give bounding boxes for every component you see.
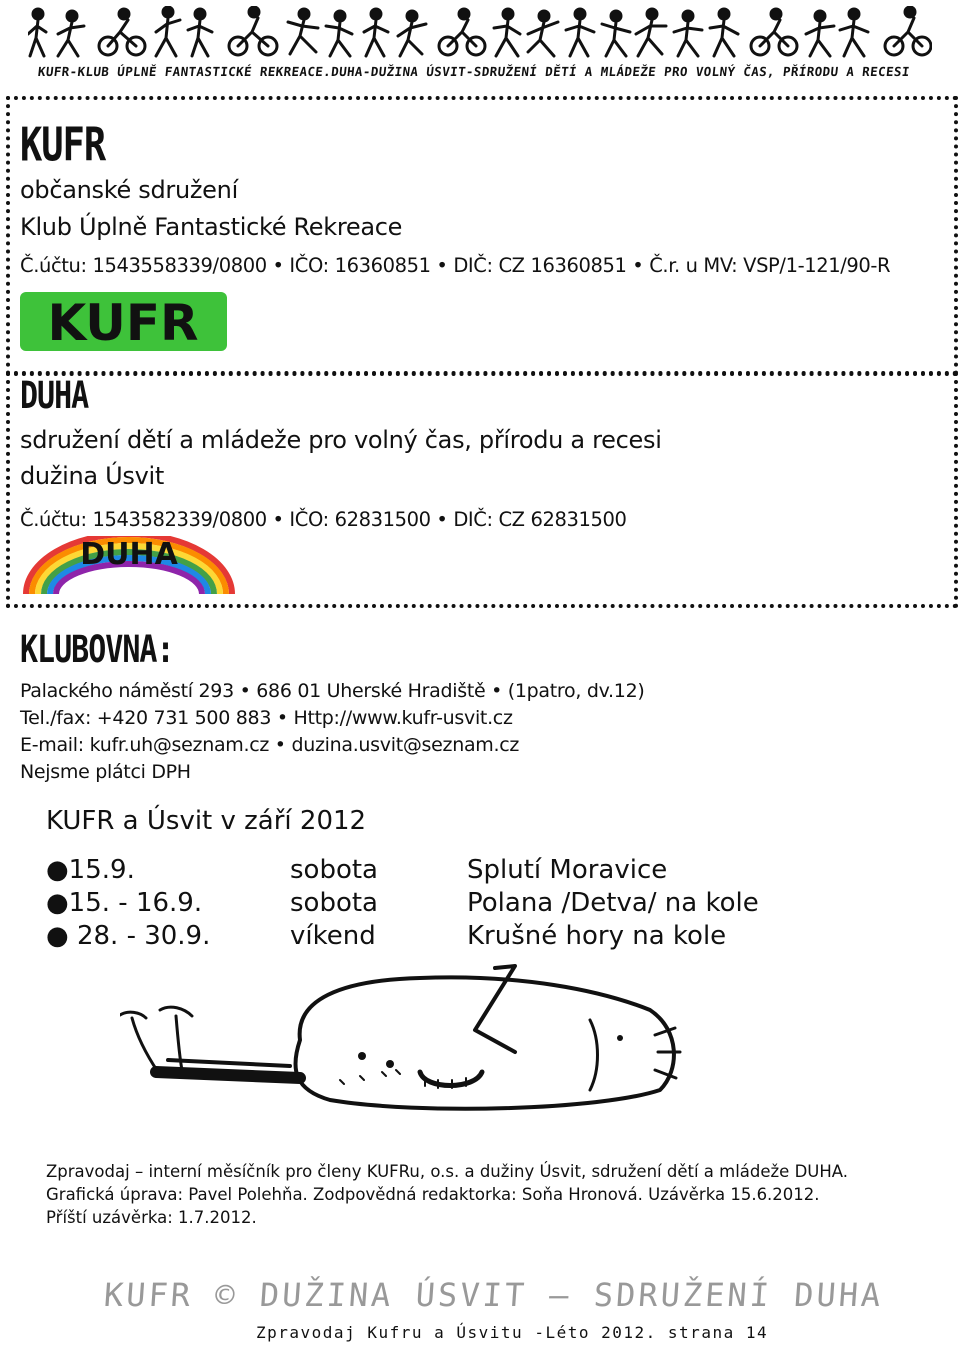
footer-line-3: Příští uzávěrka: 1.7.2012.: [46, 1208, 257, 1227]
kufr-org-name: Klub Úplně Fantastické Rekreace: [20, 213, 403, 241]
duha-rainbow-logo: [20, 536, 238, 594]
figure-icon: [28, 9, 46, 56]
event-date: ● 28. - 30.9.: [46, 921, 211, 951]
duha-org-type: sdružení dětí a mládeže pro volný čas, přírodu a recesi: [20, 426, 662, 454]
figure-icon: [188, 9, 212, 56]
header-tagline: KUFR-KLUB ÚPLNĚ FANTASTICKÉ REKREACE.DUHA-DUŽINA ÚSVIT-SDRUŽENÍ DĚTÍ A MLÁDEŽE PRO VOLNÝ ČAS, PŘÍRODU A RECESI: [37, 64, 911, 79]
event-name: Splutí Moravice: [467, 855, 668, 885]
event-date: ●15.9.: [46, 855, 135, 885]
footer-brand-handwritten: KUFR © DUŽINA ÚSVIT – SDRUŽENÍ DUHA: [102, 1276, 885, 1314]
figure-icon: [674, 11, 702, 56]
kufr-heading: KUFR: [20, 118, 106, 172]
page-footer: Zpravodaj Kufru a Úsvitu -Léto 2012. strana 14: [256, 1323, 769, 1342]
kufr-logo-text: KUFR: [47, 294, 199, 351]
duha-account-info: Č.účtu: 1543582339/0800 • IČO: 62831500 • DIČ: CZ 62831500: [20, 508, 627, 531]
activity-figures-banner: [28, 6, 932, 58]
event-day: sobota: [290, 888, 378, 918]
figure-icon: [398, 11, 426, 56]
klubovna-address: Palackého náměstí 293 • 686 01 Uherské Hradiště • (1patro, dv.12): [20, 680, 645, 702]
footer-line-1: Zpravodaj – interní měsíčník pro členy KUFRu, o.s. a dužiny Úsvit, sdružení dětí a mládeže DUHA.: [46, 1162, 849, 1181]
figure-icon: [528, 11, 558, 56]
events-title: KUFR a Úsvit v září 2012: [46, 806, 367, 836]
suitcase-cartoon-illustration: [120, 960, 690, 1120]
figure-icon: [326, 11, 352, 56]
figure-icon: [566, 9, 594, 56]
klubovna-heading: KLUBOVNA:: [20, 628, 174, 672]
event-row: [0, 855, 960, 889]
duha-logo-text: DUHA: [80, 537, 178, 572]
event-day: sobota: [290, 855, 378, 885]
figure-icon: [636, 9, 666, 56]
figure-icon: [58, 11, 84, 56]
bicycle-icon: [751, 9, 797, 55]
footer-note: [46, 1160, 936, 1229]
event-name: Krušné hory na kole: [467, 921, 727, 951]
figure-icon: [364, 9, 388, 56]
event-row: [0, 888, 960, 922]
bicycle-icon: [439, 9, 485, 55]
event-name: Polana /Detva/ na kole: [467, 888, 759, 918]
figure-icon: [156, 7, 180, 56]
duha-org-name: dužina Úsvit: [20, 462, 165, 490]
figure-icon: [710, 9, 738, 56]
bicycle-icon: [229, 7, 277, 55]
figure-icon: [602, 11, 630, 56]
kufr-logo: [20, 292, 227, 351]
event-day: víkend: [290, 921, 376, 951]
kufr-org-type: občanské sdružení: [20, 176, 238, 204]
footer-line-2: Grafická úprava: Pavel Polehňa. Zodpovědná redaktorka: Soňa Hronová. Uzávěrka 15.6.2012.: [46, 1185, 820, 1204]
klubovna-phone-web: Tel./fax: +420 731 500 883 • Http://www.kufr-usvit.cz: [20, 707, 513, 729]
klubovna-email: E-mail: kufr.uh@seznam.cz • duzina.usvit@seznam.cz: [20, 734, 520, 756]
figure-icon: [288, 9, 318, 54]
event-row: [0, 921, 960, 955]
bicycle-icon: [99, 9, 145, 55]
bicycle-icon: [885, 7, 931, 55]
event-date: ●15. - 16.9.: [46, 888, 203, 918]
klubovna-vat-note: Nejsme plátci DPH: [20, 761, 191, 783]
figure-icon: [840, 9, 868, 56]
figure-icon: [806, 11, 834, 56]
figure-icon: [494, 9, 520, 56]
kufr-account-info: Č.účtu: 1543558339/0800 • IČO: 16360851 • DIČ: CZ 16360851 • Č.r. u MV: VSP/1-121/90-R: [20, 254, 891, 277]
duha-heading: DUHA: [20, 374, 89, 418]
